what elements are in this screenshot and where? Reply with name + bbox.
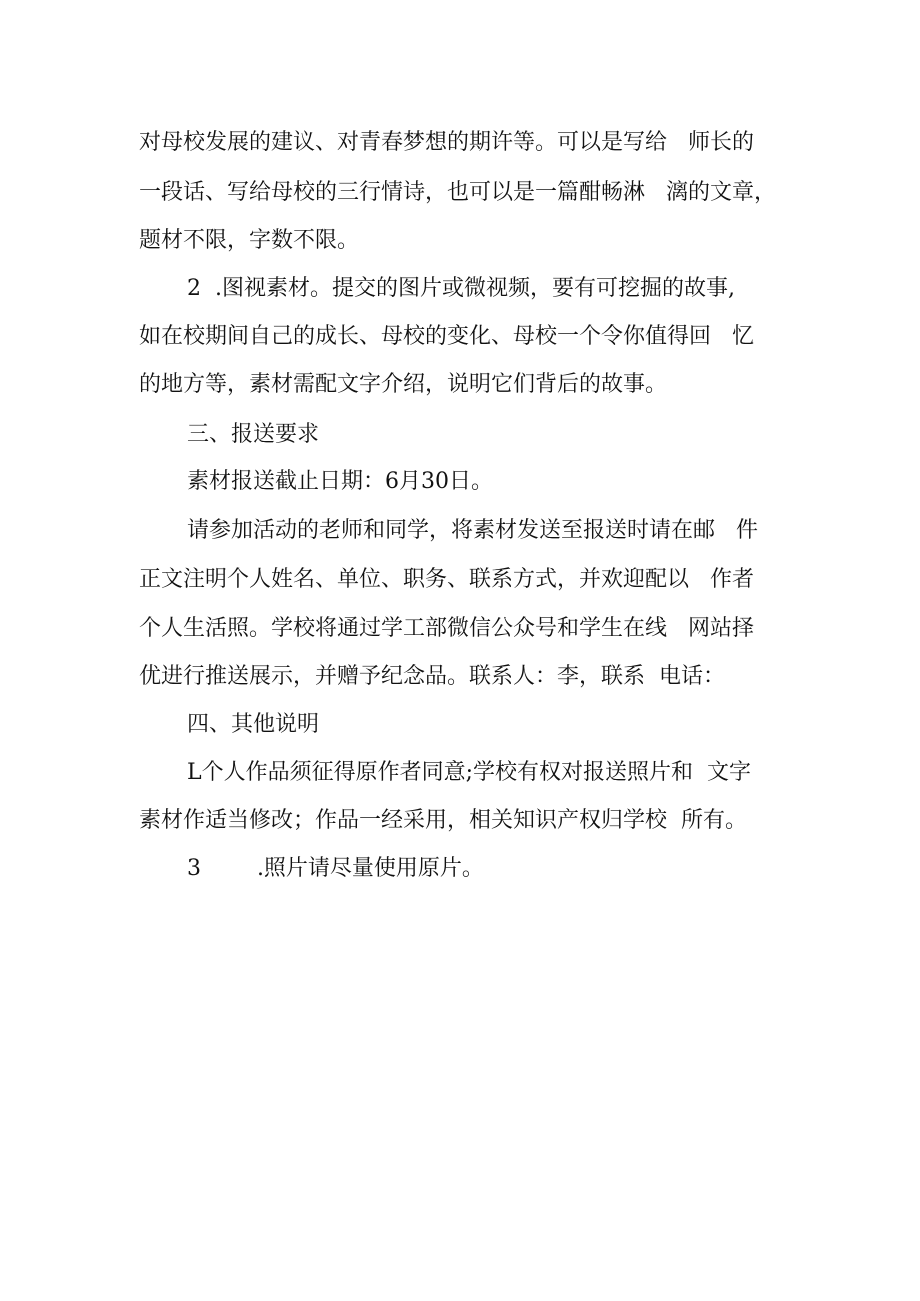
contact-text: 优进行推送展示，并赠予纪念品。联系人：李，联系 电话： [139, 664, 725, 689]
body-text-line: 正文注明个人姓名、单位、职务、联系方式，并欢迎配以 作者 [139, 567, 754, 592]
section-heading: 三、报送要求 [187, 422, 320, 447]
body-text-line: 素材作适当修改；作品一经采用，相关知识产权归学校 所有。 [139, 808, 747, 833]
body-text-line: 请参加活动的老师和同学，将素材发送至报送时请在邮 件 [187, 518, 758, 543]
body-text-line: 对母校发展的建议、对青春梦想的期许等。可以是写给 师长的 [139, 130, 754, 155]
body-text-line: 题材不限，字数不限。 [139, 228, 360, 253]
list-item-text: 2 .图视素材。提交的图片或微视频，要有可挖掘的故事, [187, 276, 735, 301]
list-item-text: L个人作品须征得原作者同意;学校有权对报送照片和 文字 [187, 760, 752, 785]
body-text-line: 个人生活照。学校将通过学工部微信公众号和学生在线 网站择 [139, 616, 754, 641]
body-text-line: 一段话、写给母校的三行情诗，也可以是一篇酣畅淋 漓的文章， [139, 180, 776, 205]
deadline-text: 素材报送截止日期：6月30日。 [187, 469, 493, 494]
body-text-line: 如在校期间自己的成长、母校的变化、母校一个令你值得回 忆 [139, 324, 754, 349]
body-text-line: 的地方等，素材需配文字介绍，说明它们背后的故事。 [139, 372, 668, 397]
section-heading: 四、其他说明 [187, 712, 320, 737]
list-item-text: 3 .照片请尽量使用原片。 [187, 856, 484, 881]
